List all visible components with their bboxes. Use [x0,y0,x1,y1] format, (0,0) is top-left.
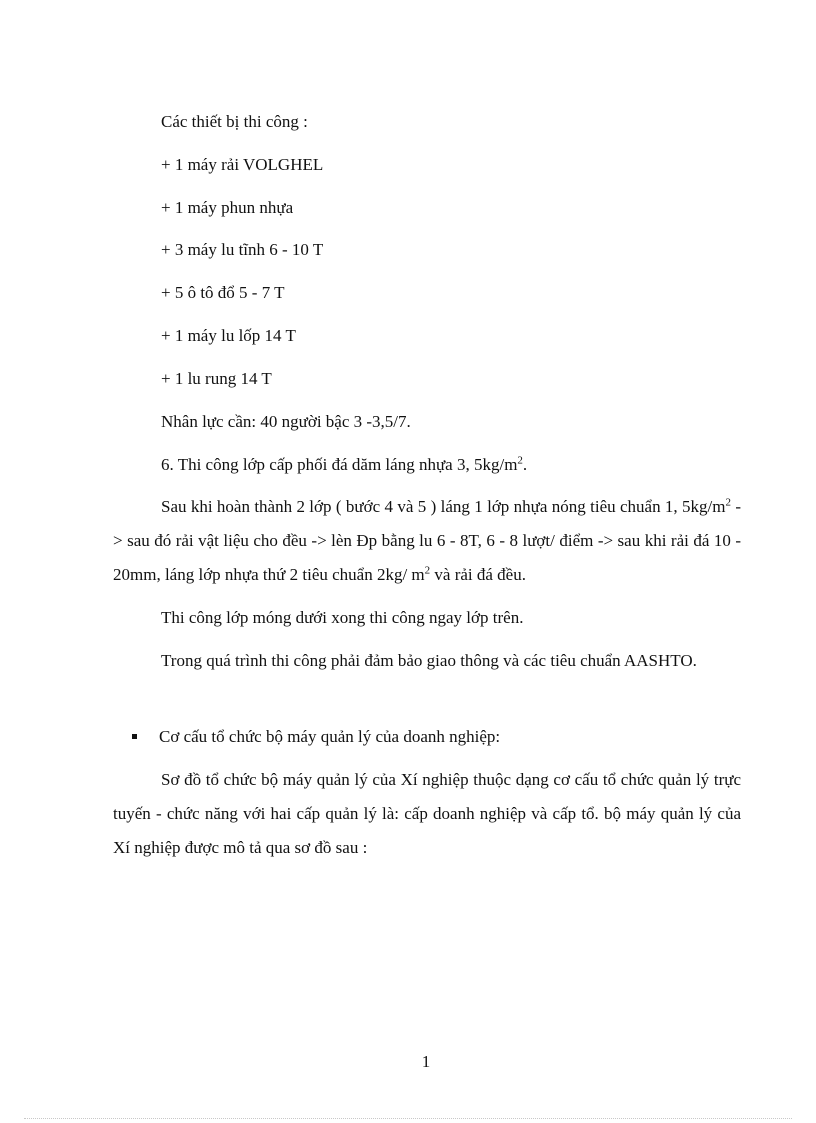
para1-part-b: -> sau đó rải vật liệu cho đều -> lèn Đp bằng lu 6 - 8T, 6 - 8 lượt/ điểm -> sau khi rải đá 10 - 20mm, láng lớp nhựa thứ 2 tiêu chuẩn 2kg/ m [113,497,741,584]
equipment-item-4: + 5 ô tô đổ 5 - 7 T [161,283,285,302]
equipment-item-6: + 1 lu rung 14 T [161,369,272,388]
para1-sup-1: 2 [725,496,731,509]
section-6-paragraph-1 [113,490,741,592]
para1-part-a: Sau khi hoàn thành 2 lớp ( bước 4 và 5 ) láng 1 lớp nhựa nóng tiêu chuẩn 1, 5kg/m [161,497,726,516]
footer-dotted-rule [24,1118,792,1119]
equipment-item-1: + 1 máy rải VOLGHEL [161,155,324,174]
org-bullet-item [132,727,500,747]
section-6-paragraph-2: Thi công lớp móng dưới xong thi công ngay lớp trên. [161,608,524,627]
section-6-title-sup: 2 [517,454,523,467]
equipment-item-5: + 1 máy lu lốp 14 T [161,326,296,345]
page-number: 1 [421,1052,431,1071]
section-6-title-end: . [522,455,528,474]
org-bullet-text: Cơ cấu tổ chức bộ máy quản lý của doanh nghiệp: [159,727,501,746]
equipment-item-3: + 3 máy lu tĩnh 6 - 10 T [161,240,324,259]
section-6-title [161,455,527,475]
section-6-paragraph-3: Trong quá trình thi công phải đảm bảo giao thông và các tiêu chuẩn AASHTO. [161,651,697,670]
equipment-heading: Các thiết bị thi công : [161,112,308,131]
org-paragraph: Sơ đồ tổ chức bộ máy quản lý của Xí nghiệp thuộc dạng cơ cấu tổ chức quản lý trực tuyến - chức năng với hai cấp quản lý là: cấp doanh nghiệp và cấp tổ. bộ máy quản lý của Xí nghiệp được mô tả qua sơ đồ sau : [113,770,741,857]
section-6-title-text: 6. Thi công lớp cấp phối đá dăm láng nhựa 3, 5kg/m [161,455,518,474]
para1-part-c: và rải đá đều. [430,565,526,584]
para1-sup-2: 2 [424,564,431,577]
equipment-item-2: + 1 máy phun nhựa [161,198,294,217]
labor-requirement: Nhân lực cần: 40 người bậc 3 -3,5/7. [161,412,411,431]
square-bullet-icon [132,734,137,739]
